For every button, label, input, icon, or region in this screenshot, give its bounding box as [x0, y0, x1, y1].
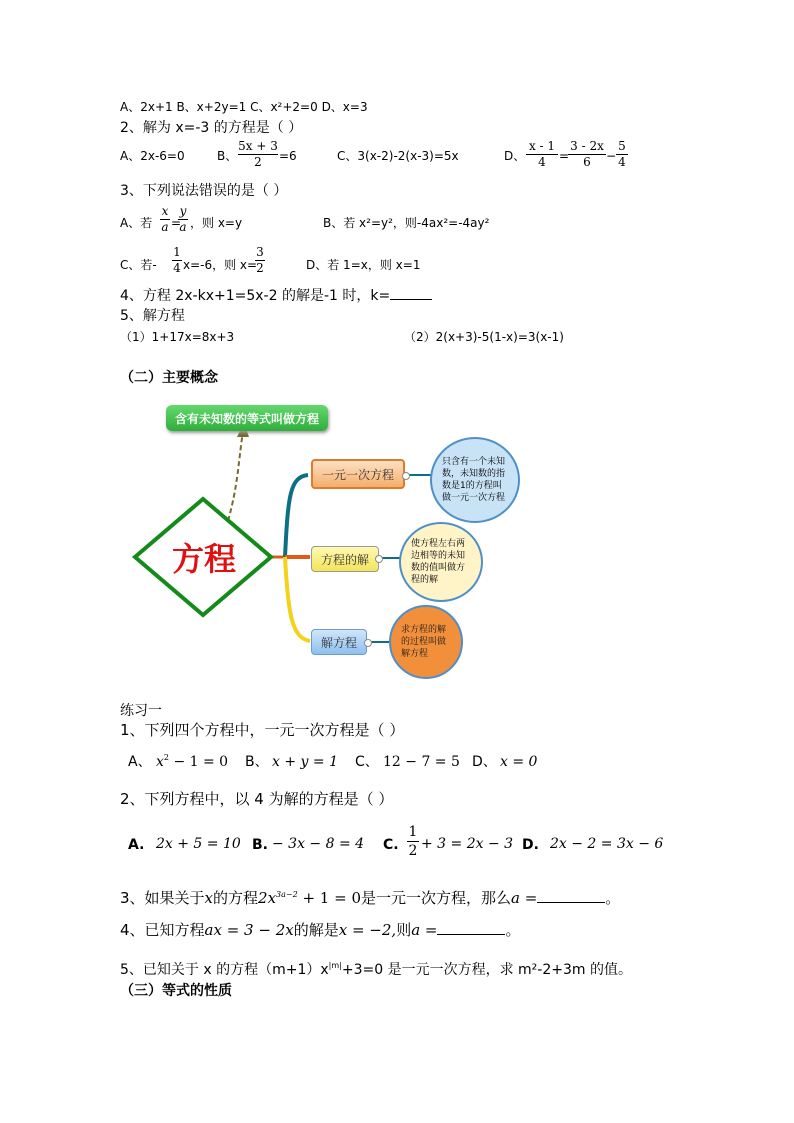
connector-knob: [375, 555, 383, 563]
fraction-denominator: 2: [256, 261, 264, 275]
branch-linear-equation: 一元一次方程: [311, 459, 405, 489]
q2-option-a: A、2x-6=0: [120, 149, 185, 163]
practice-q1-option-b-label: B、: [245, 754, 269, 770]
connector-knob: [364, 639, 372, 647]
practice-q1-option-a: $x^2 - 1 = 0$: [156, 753, 229, 770]
fraction-numerator: x - 1: [528, 139, 556, 153]
period: 。: [505, 921, 521, 939]
fraction-denominator: a: [161, 220, 169, 234]
section-3-title: （三）等式的性质: [120, 983, 232, 999]
q5-text-rest: +3=0 是一元一次方程，求 m²-2+3m 的值。: [341, 962, 632, 978]
fraction-denominator: a: [179, 220, 187, 234]
variable: x: [204, 889, 214, 907]
q3-option-a-fraction-2: [178, 205, 188, 234]
fraction-numerator: 5: [618, 139, 626, 153]
practice-q2-option-c: + 3 = 2x − 3: [421, 836, 514, 852]
q3-text-prefix: 3、如果关于: [120, 889, 205, 907]
practice-q2-option-b: − 3x − 8 = 4: [272, 836, 365, 852]
bubble-linear-equation-definition: 只含有一个未知数，未知数的指数是1的方程叫做一元一次方程: [430, 437, 520, 523]
practice-q2-option-d-label: D.: [522, 837, 539, 853]
bubble-solving-definition: 求方程的解的过程叫做解方程: [389, 605, 463, 679]
fraction-denominator: 2: [254, 155, 262, 169]
practice-q2-option-a-label: A.: [128, 837, 145, 853]
q2-option-b-label: B、: [217, 149, 238, 163]
fraction-denominator: 6: [583, 155, 591, 169]
q5-question: 5、解方程: [120, 308, 185, 324]
practice-q2-option-c-label: C.: [383, 837, 399, 853]
section-2-title: （二）主要概念: [120, 370, 218, 386]
exponent: 3a−2: [276, 890, 298, 899]
q5-part-2: （2）2(x+3)-5(1-x)=3(x-1): [404, 330, 564, 344]
branch-solving-equation: 解方程: [311, 629, 367, 655]
center-node-label: 方程: [171, 540, 236, 578]
practice-q2-option-d: 2x − 2 = 3x − 6: [550, 836, 664, 852]
expression: 2x: [258, 889, 277, 907]
practice-q1: 1、下列四个方程中，一元一次方程是（ ）: [120, 721, 405, 739]
q4-text: 4、方程 2x-kx+1=5x-2 的解是-1 时，k=: [120, 288, 391, 304]
q3-question: 3、下列说法错误的是（ ）: [120, 183, 288, 199]
fraction-denominator: 4: [173, 261, 181, 275]
expression: ax = 3 − 2x: [204, 921, 294, 939]
connector-knob: [402, 472, 410, 480]
fraction-denominator: 4: [618, 155, 626, 169]
q2-option-b-rhs: =6: [279, 149, 297, 163]
equals-sign: =: [559, 149, 570, 163]
q4-question: [120, 288, 432, 304]
practice-q1-option-d-label: D、: [472, 754, 497, 770]
fraction-numerator: 3 - 2x: [570, 139, 604, 153]
equals-sign: =: [171, 216, 182, 230]
fraction-numerator: x: [161, 204, 169, 218]
fraction-numerator: 1: [173, 245, 181, 259]
practice-q1-option-b: x + y = 1: [272, 754, 338, 770]
practice-q1-option-d: x = 0: [500, 754, 538, 770]
practice-q2-option-b-label: B.: [252, 837, 268, 853]
solution-value: x = −2,: [338, 921, 397, 939]
exponent: |m|: [328, 961, 342, 970]
branch-1-connector: [285, 475, 308, 557]
q3-option-a-fraction-1: [160, 205, 170, 234]
q2-question: 2、解为 x=-3 的方程是（ ）: [120, 120, 303, 136]
practice-q4: [120, 921, 521, 939]
branch-3-connector: [285, 557, 310, 641]
q3-option-c-fraction-1: [172, 246, 182, 275]
fraction-denominator: 2: [408, 843, 418, 859]
minus-sign: −: [606, 149, 617, 163]
q3-option-c-middle: x=-6，则 x=: [183, 258, 258, 272]
q5-part-1: （1）1+17x=8x+3: [120, 330, 235, 344]
variable: a =: [511, 889, 538, 907]
q2-option-d-fraction-2: [568, 140, 606, 169]
expression-rest: − 1 = 0: [169, 754, 229, 770]
practice-q3: [120, 889, 620, 910]
practice-q2: 2、下列方程中，以 4 为解的方程是（ ）: [120, 790, 394, 808]
practice-q1-option-c: 12 − 7 = 5: [383, 754, 460, 770]
practice-q2-option-c-fraction: [407, 824, 419, 859]
variable: a =: [411, 921, 438, 939]
answer-blank: [537, 902, 605, 903]
dashed-connector: [228, 431, 243, 521]
q3-option-a-label: A、若: [120, 216, 153, 230]
bubble-solution-definition: 使方程左右两边相等的未知数的值叫做方程的解: [399, 522, 483, 602]
practice-q5: [120, 962, 632, 980]
period: 。: [605, 889, 621, 907]
q2-option-b-fraction: [238, 140, 278, 169]
q3-option-c-label: C、若-: [120, 258, 157, 272]
q5-text: 5、已知关于 x 的方程（m+1）x: [120, 962, 329, 978]
answer-blank: [390, 299, 432, 300]
q3-text-mid2: 是一元一次方程，那么: [361, 889, 512, 907]
q3-option-a-conclusion: ，则 x=y: [190, 216, 243, 230]
q3-option-b: B、若 x²=y²，则-4ax²=-4ay²: [323, 216, 490, 230]
practice-q2-option-a: 2x + 5 = 10: [156, 836, 241, 852]
expression-rest: + 1 = 0: [297, 889, 361, 907]
q2-option-d-fraction-3: [616, 140, 628, 169]
q3-option-c-fraction-2: [255, 246, 265, 275]
q2-option-c: C、3(x-2)-2(x-3)=5x: [337, 149, 459, 163]
fraction-numerator: 1: [408, 824, 418, 840]
fraction-numerator: y: [179, 204, 187, 218]
q1-options-line: A、2x+1 B、x+2y=1 C、x²+2=0 D、x=3: [120, 100, 368, 114]
q3-text-mid: 的方程: [213, 889, 259, 907]
practice-q1-option-a-label: A、: [128, 754, 152, 770]
fraction-denominator: 4: [538, 155, 546, 169]
q3-option-d: D、若 1=x，则 x=1: [306, 258, 421, 272]
q4-text-prefix: 4、已知方程: [120, 921, 205, 939]
answer-blank: [437, 934, 505, 935]
q2-option-d-fraction-1: [526, 140, 558, 169]
fraction-numerator: 3: [256, 245, 264, 259]
q4-text-then: 则: [396, 921, 412, 939]
variable: x: [156, 754, 164, 770]
q4-text-mid: 的解是: [293, 921, 339, 939]
branch-equation-solution: 方程的解: [311, 546, 379, 572]
practice-title: 练习一: [120, 703, 162, 719]
fraction-numerator: 5x + 3: [238, 139, 278, 153]
practice-q1-option-c-label: C、: [355, 754, 379, 770]
definition-top-box: 含有未知数的等式叫做方程: [166, 405, 328, 431]
q2-option-d-label: D、: [504, 149, 526, 163]
